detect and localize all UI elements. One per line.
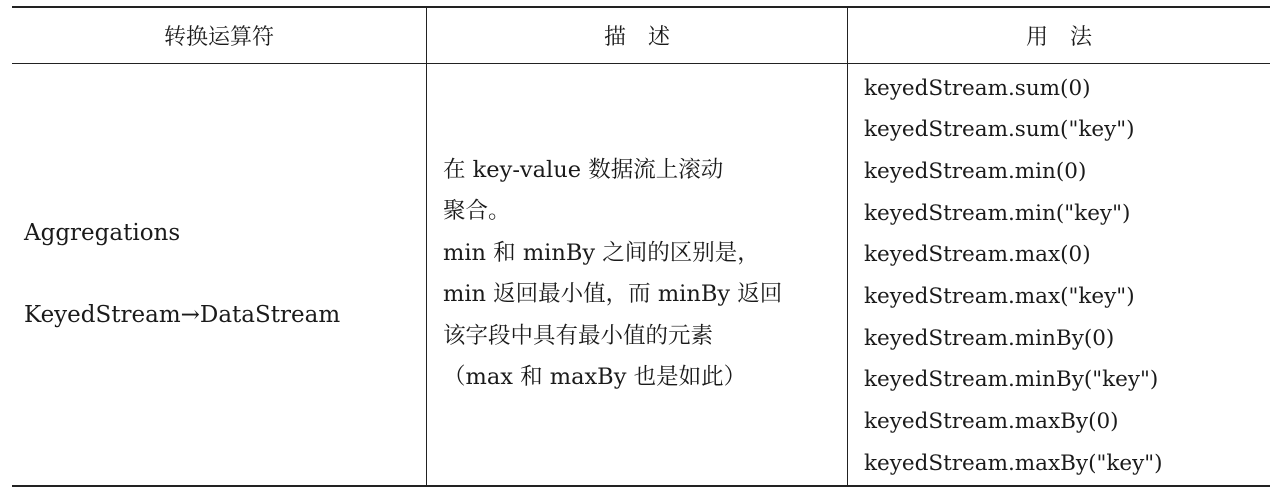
usage-item: keyedStream.min("key") [864,200,1131,226]
table-header [12,7,1270,63]
operator-flow: KeyedStream→DataStream [24,302,341,329]
transformation-operator-table [12,6,1270,487]
description-line: min 和 minBy 之间的区别是， [443,239,760,266]
header-usage: 用 法 [848,7,1271,63]
usage-cell [848,63,1271,486]
usage-item: keyedStream.min(0) [864,158,1087,184]
usage-item: keyedStream.max(0) [864,242,1091,268]
description-cell [427,63,848,486]
description-line: 该字段中具有最小值的元素 [443,322,714,349]
table-row [12,63,1270,486]
usage-item: keyedStream.max("key") [864,284,1135,310]
description-line: min 返回最小值，而 minBy 返回 [443,281,783,308]
description-line: 在 key-value 数据流上滚动 [443,156,724,183]
usage-item: keyedStream.sum("key") [864,117,1135,143]
usage-list [864,68,1270,485]
usage-item: keyedStream.minBy("key") [864,367,1159,393]
operator-table-container [12,6,1268,482]
operator-cell [12,63,427,486]
usage-item: keyedStream.minBy(0) [864,325,1115,351]
usage-item: keyedStream.maxBy("key") [864,450,1163,476]
description-line: （max 和 maxBy 也是如此） [443,364,747,391]
operator-name: Aggregations [24,220,181,247]
usage-item: keyedStream.sum(0) [864,75,1091,101]
header-row [12,7,1270,63]
table-body [12,63,1270,486]
usage-item: keyedStream.maxBy(0) [864,409,1119,435]
header-operator: 转换运算符 [12,7,427,63]
header-description: 描 述 [427,7,848,63]
description-line: 聚合。 [443,198,511,225]
